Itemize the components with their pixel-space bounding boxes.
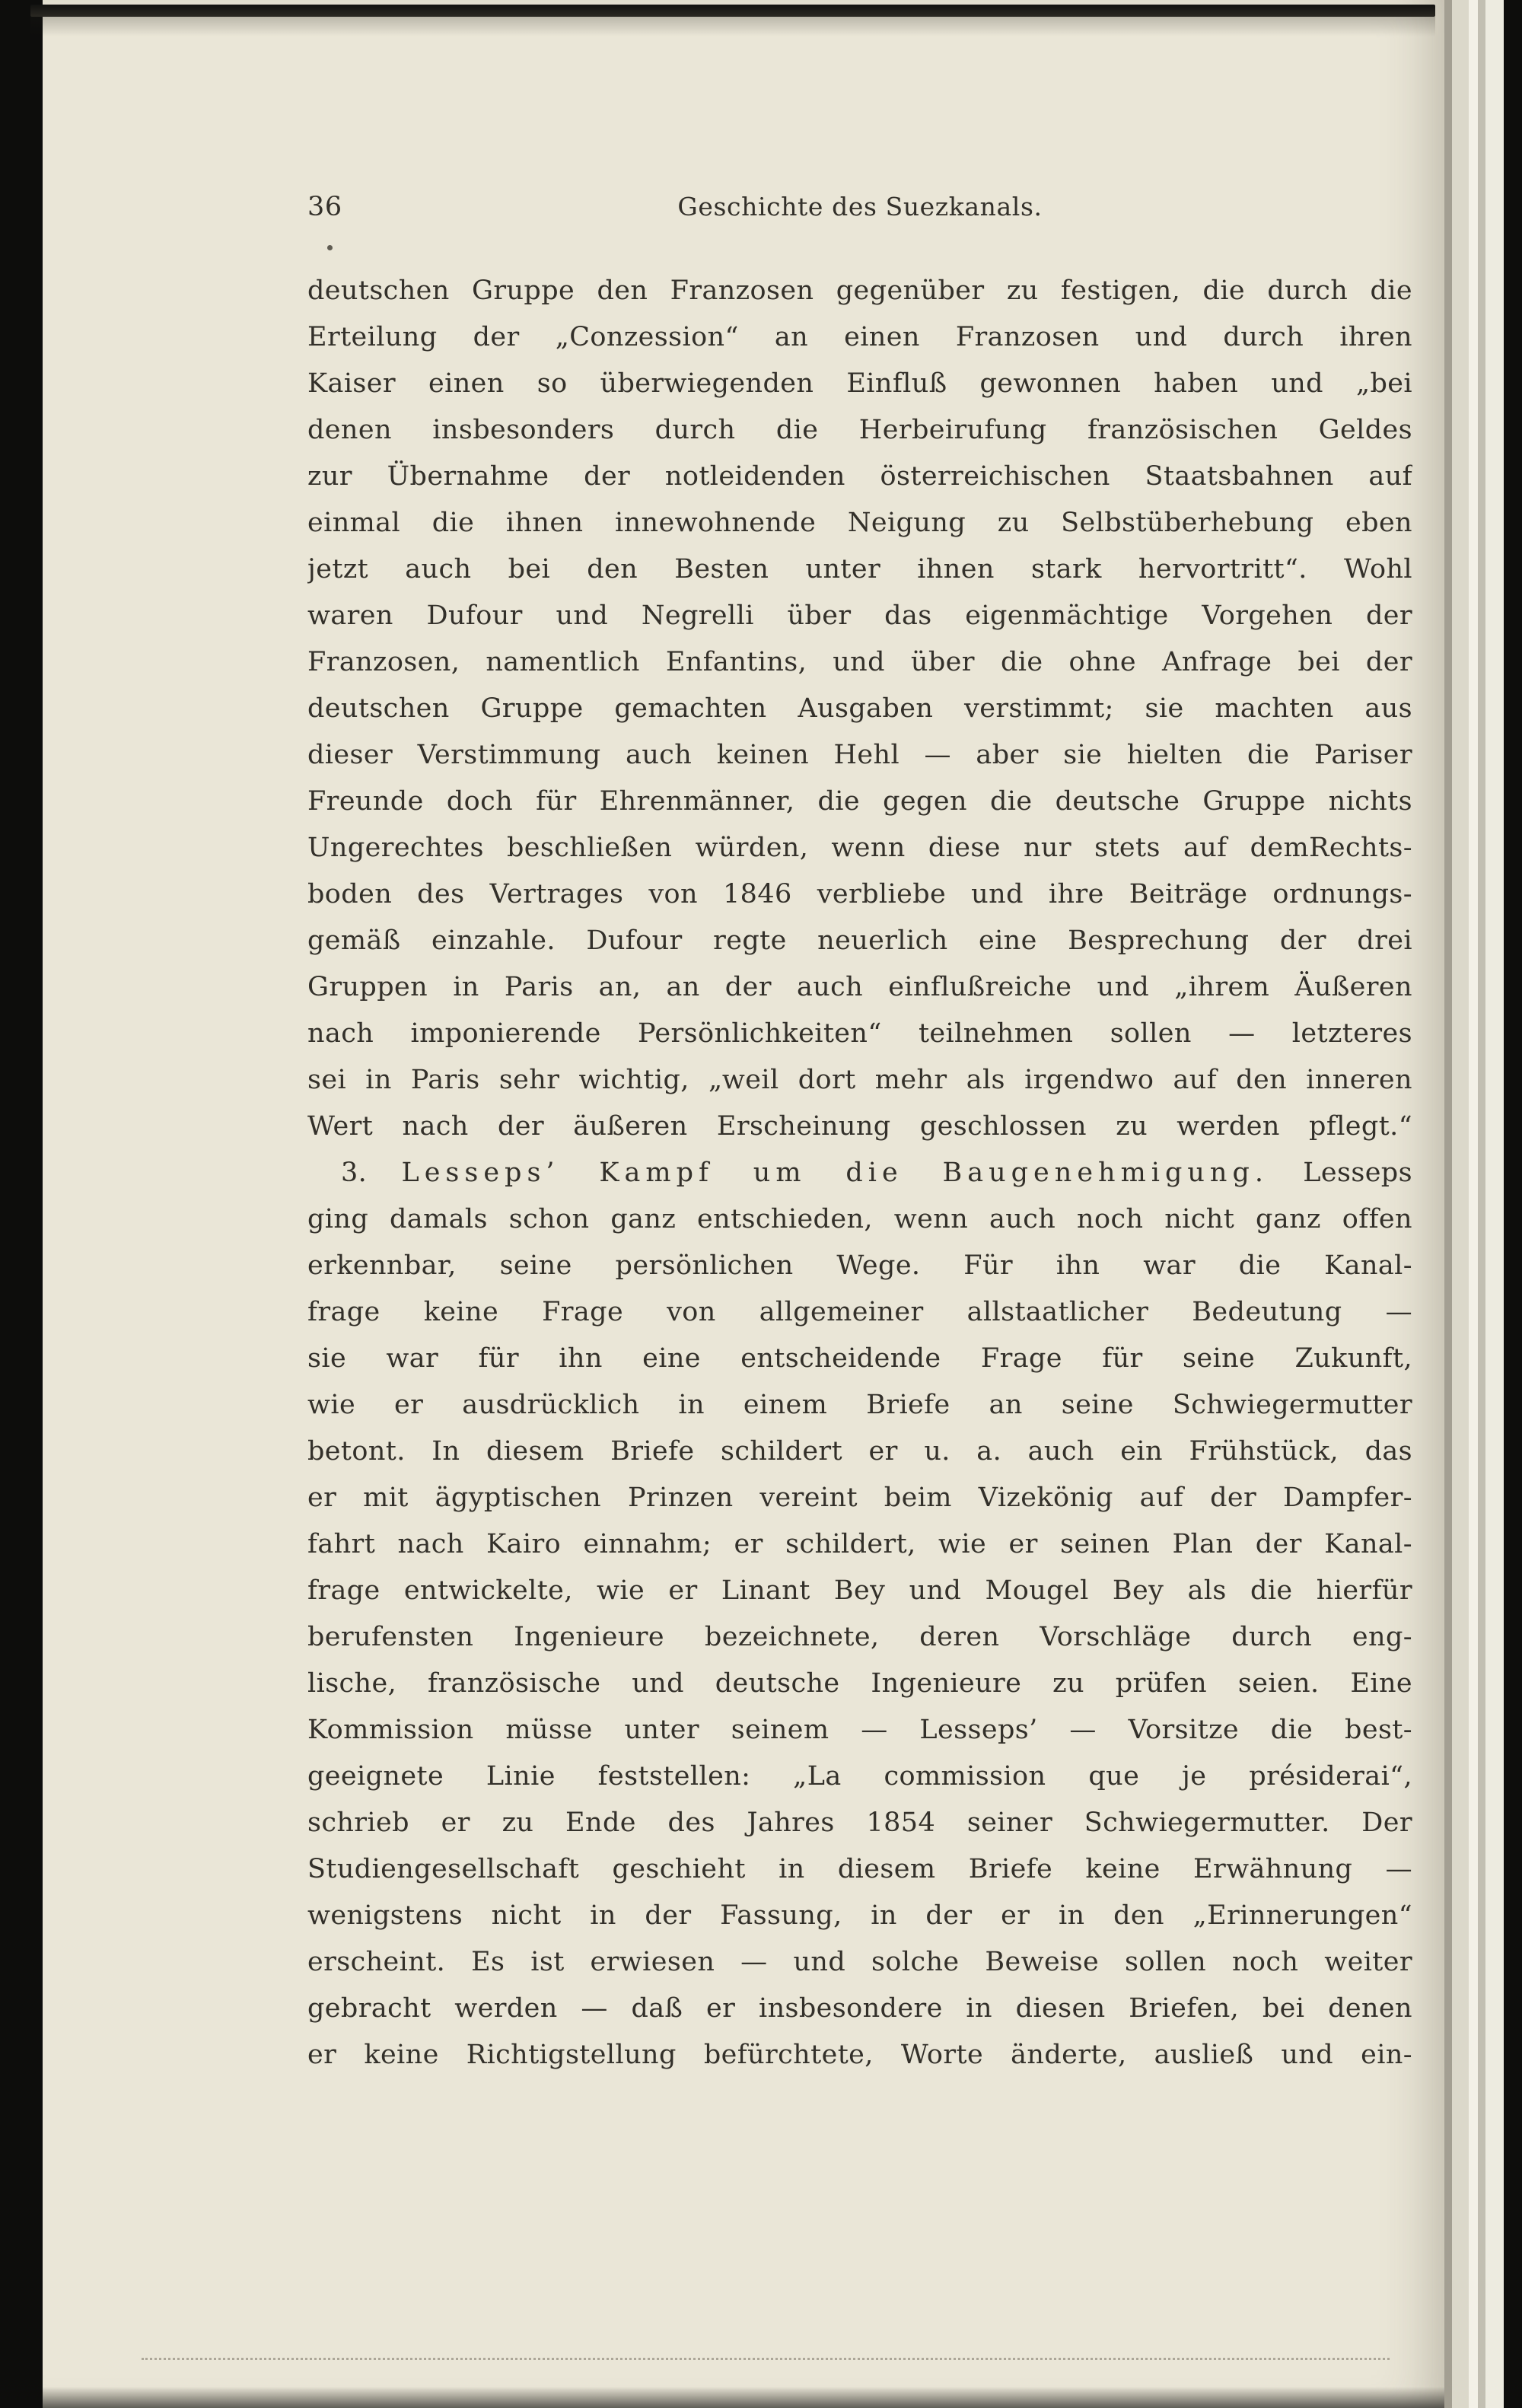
text-line: nach imponierende Persönlichkeiten“ teilnehmen sollen — letzteres: [307, 1018, 1412, 1049]
text-line: boden des Vertrages von 1846 verbliebe und ihre Beiträge ordnungs-: [307, 879, 1412, 909]
page-top-edge-shadow: [30, 5, 1435, 17]
text-line: lische, französische und deutsche Ingenieure zu prüfen seien. Eine: [307, 1668, 1412, 1699]
text-line: gebracht werden — daß er insbesondere in diesen Briefen, bei denen: [307, 1993, 1412, 2024]
text-line: geeignete Linie feststellen: „La commission que je présiderai“,: [307, 1761, 1412, 1792]
page-number: 36: [307, 192, 342, 222]
page-header: [307, 190, 1412, 224]
text-line: Wert nach der äußeren Erscheinung geschlossen zu werden pflegt.“: [307, 1111, 1412, 1142]
text-line: erscheint. Es ist erwiesen — und solche Beweise sollen noch weiter: [307, 1947, 1412, 1977]
text-line: zur Übernahme der notleidenden österreichischen Staatsbahnen auf: [307, 461, 1412, 492]
page-bottom-edge-shadow: [43, 2387, 1444, 2408]
text-line: wie er ausdrücklich in einem Briefe an seine Schwiegermutter: [307, 1390, 1412, 1420]
text-line: sie war für ihn eine entscheidende Frage für seine Zukunft,: [307, 1343, 1412, 1374]
section-number: 3.: [341, 1158, 368, 1188]
text-line: schrieb er zu Ende des Jahres 1854 seiner Schwiegermutter. Der: [307, 1808, 1412, 1838]
text-line: dieser Verstimmung auch keinen Hehl — aber sie hielten die Pariser: [307, 740, 1412, 770]
scan-left-black-edge: [0, 0, 43, 2408]
page-edge-strip: [1469, 0, 1478, 2408]
text-line: er keine Richtigstellung befürchtete, Worte änderte, ausließ und ein-: [307, 2040, 1412, 2070]
page-edge-strip: [1452, 0, 1469, 2408]
text-line: denen insbesonders durch die Herbeirufung französischen Geldes: [307, 415, 1412, 445]
book-page-edges: [1444, 0, 1504, 2408]
text-line: Ungerechtes beschließen würden, wenn diese nur stets auf demRechts-: [307, 833, 1412, 863]
section-heading-suffix: Lesseps: [1303, 1158, 1412, 1188]
text-line: fahrt nach Kairo einnahm; er schildert, wie er seinen Plan der Kanal-: [307, 1529, 1412, 1559]
book-page: [43, 0, 1444, 2408]
paragraph-1: [307, 268, 1412, 1150]
page-edge-strip: [1485, 0, 1504, 2408]
page-edge-strip: [1478, 0, 1485, 2408]
text-line: deutschen Gruppe den Franzosen gegenüber zu festigen, die durch die: [307, 276, 1412, 306]
text-line: Freunde doch für Ehrenmänner, die gegen die deutsche Gruppe nichts: [307, 786, 1412, 817]
text-line: frage entwickelte, wie er Linant Bey und Mougel Bey als die hierfür: [307, 1575, 1412, 1606]
text-line: er mit ägyptischen Prinzen vereint beim Vizekönig auf der Dampfer-: [307, 1483, 1412, 1513]
text-line: frage keine Frage von allgemeiner allstaatlicher Bedeutung —: [307, 1297, 1412, 1327]
page-edge-strip: [1444, 0, 1452, 2408]
page-top-edge-gradient: [30, 17, 1435, 37]
text-line: erkennbar, seine persönlichen Wege. Für ihn war die Kanal-: [307, 1250, 1412, 1281]
text-line: gemäß einzahle. Dufour regte neuerlich eine Besprechung der drei: [307, 925, 1412, 956]
scan-right-black-edge: [1504, 0, 1522, 2408]
text-line: Kommission müsse unter seinem — Lesseps’ — Vorsitze die best-: [307, 1715, 1412, 1745]
text-line: berufensten Ingenieure bezeichnete, deren Vorschläge durch eng-: [307, 1622, 1412, 1652]
text-line: wenigstens nicht in der Fassung, in der er in den „Erinnerungen“: [307, 1900, 1412, 1931]
text-line: betont. In diesem Briefe schildert er u. a. auch ein Frühstück, das: [307, 1436, 1412, 1467]
scan-speck: [327, 245, 333, 250]
text-line: ging damals schon ganz entschieden, wenn auch noch nicht ganz offen: [307, 1204, 1412, 1234]
page-bottom-deckle-edge: [142, 2358, 1390, 2360]
text-line: Kaiser einen so überwiegenden Einfluß gewonnen haben und „bei: [307, 368, 1412, 399]
text-line: deutschen Gruppe gemachten Ausgaben verstimmt; sie machten aus: [307, 693, 1412, 724]
section-heading-line: [307, 1150, 1412, 1196]
running-title: Geschichte des Suezkanals.: [677, 192, 1043, 221]
text-line: Gruppen in Paris an, an der auch einflußreiche und „ihrem Äußeren: [307, 972, 1412, 1002]
paragraph-2: [307, 1196, 1412, 2078]
text-line: einmal die ihnen innewohnende Neigung zu Selbstüberhebung eben: [307, 508, 1412, 538]
text-line: waren Dufour und Negrelli über das eigenmächtige Vorgehen der: [307, 600, 1412, 631]
body-text: [307, 268, 1412, 2078]
section-heading: Lesseps’ Kampf um die Baugenehmigung.: [401, 1158, 1269, 1188]
text-line: Erteilung der „Conzession“ an einen Franzosen und durch ihren: [307, 322, 1412, 352]
text-line: jetzt auch bei den Besten unter ihnen stark hervortritt“. Wohl: [307, 554, 1412, 584]
text-line: Franzosen, namentlich Enfantins, und über die ohne Anfrage bei der: [307, 647, 1412, 677]
text-line: Studiengesellschaft geschieht in diesem Briefe keine Erwähnung —: [307, 1854, 1412, 1884]
text-line: sei in Paris sehr wichtig, „weil dort mehr als irgendwo auf den inneren: [307, 1065, 1412, 1095]
